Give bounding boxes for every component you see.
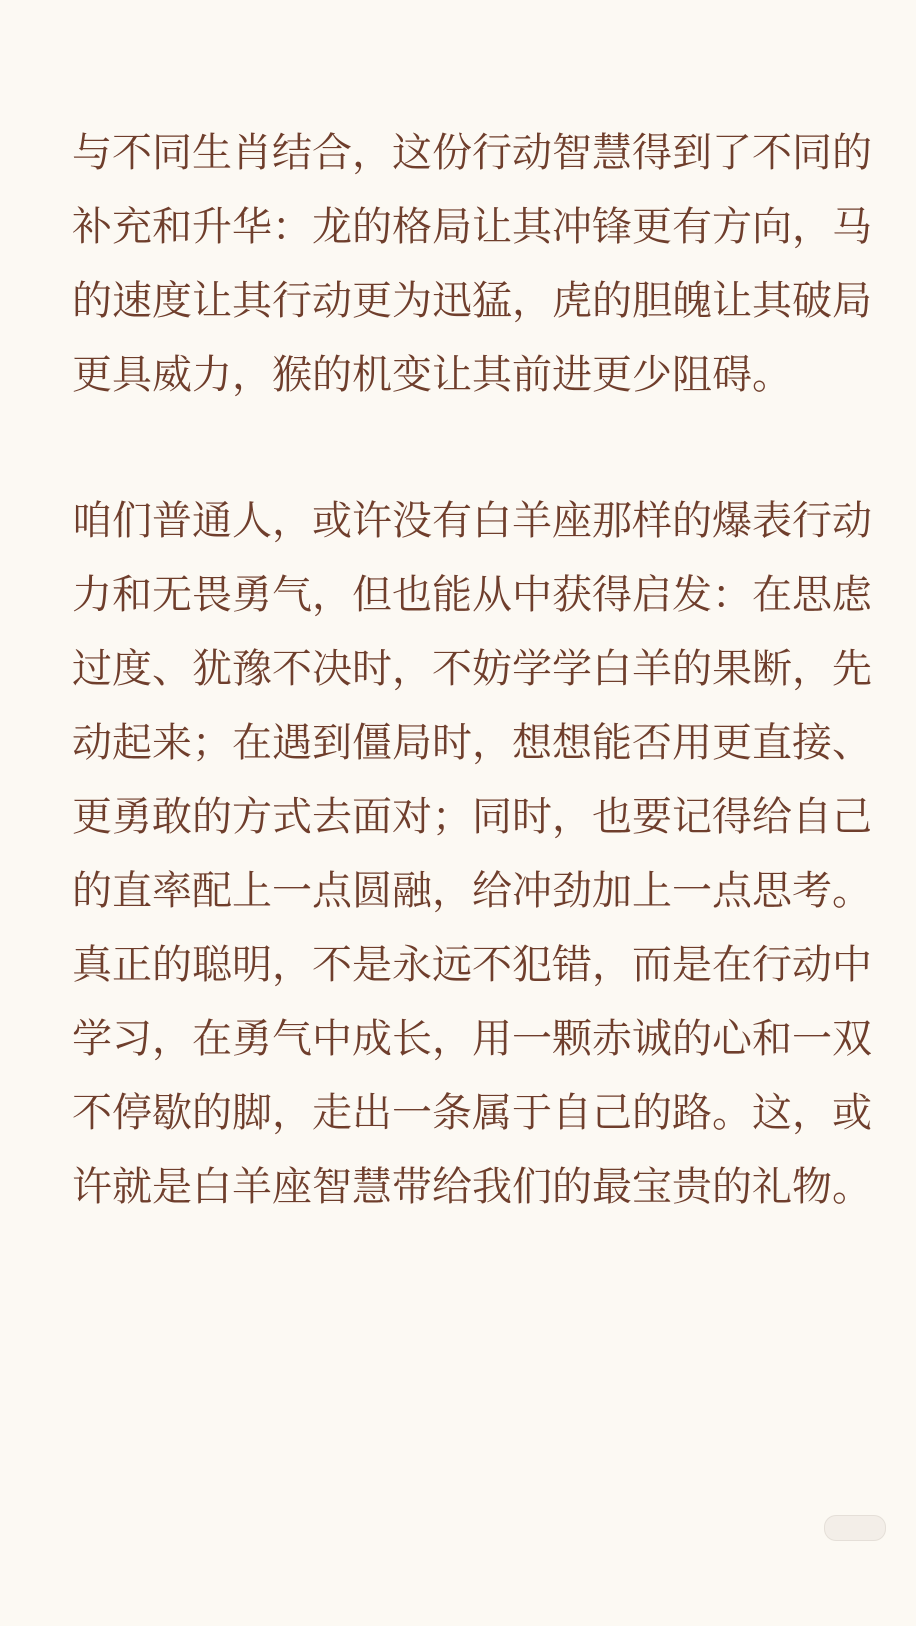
text-line: 补充和升华：龙的格局让其冲锋更有方向，马 — [72, 204, 872, 250]
text-line: 动起来；在遇到僵局时，想想能否用更直接、 — [72, 720, 872, 766]
article-body — [72, 116, 872, 1224]
text-line: 的直率配上一点圆融，给冲劲加上一点思考。 — [72, 868, 872, 914]
paragraph-spacer — [72, 412, 852, 484]
text-line: 更具威力，猴的机变让其前进更少阻碍。 — [72, 352, 792, 398]
text-line: 不停歇的脚，走出一条属于自己的路。这，或 — [72, 1090, 872, 1136]
text-line: 的速度让其行动更为迅猛，虎的胆魄让其破局 — [72, 278, 872, 324]
text-line: 力和无畏勇气，但也能从中获得启发：在思虑 — [72, 572, 872, 618]
text-line: 更勇敢的方式去面对；同时，也要记得给自己 — [72, 794, 872, 840]
watermark-badge — [824, 1515, 886, 1541]
paragraph-1 — [72, 116, 872, 412]
text-line: 真正的聪明，不是永远不犯错，而是在行动中 — [72, 942, 872, 988]
text-line: 过度、犹豫不决时，不妨学学白羊的果断，先 — [72, 646, 872, 692]
paragraph-2 — [72, 484, 872, 1224]
text-line: 咱们普通人，或许没有白羊座那样的爆表行动 — [72, 498, 872, 544]
text-line: 与不同生肖结合，这份行动智慧得到了不同的 — [72, 130, 872, 176]
text-line: 许就是白羊座智慧带给我们的最宝贵的礼物。 — [72, 1164, 872, 1210]
text-line: 学习，在勇气中成长，用一颗赤诚的心和一双 — [72, 1016, 872, 1062]
